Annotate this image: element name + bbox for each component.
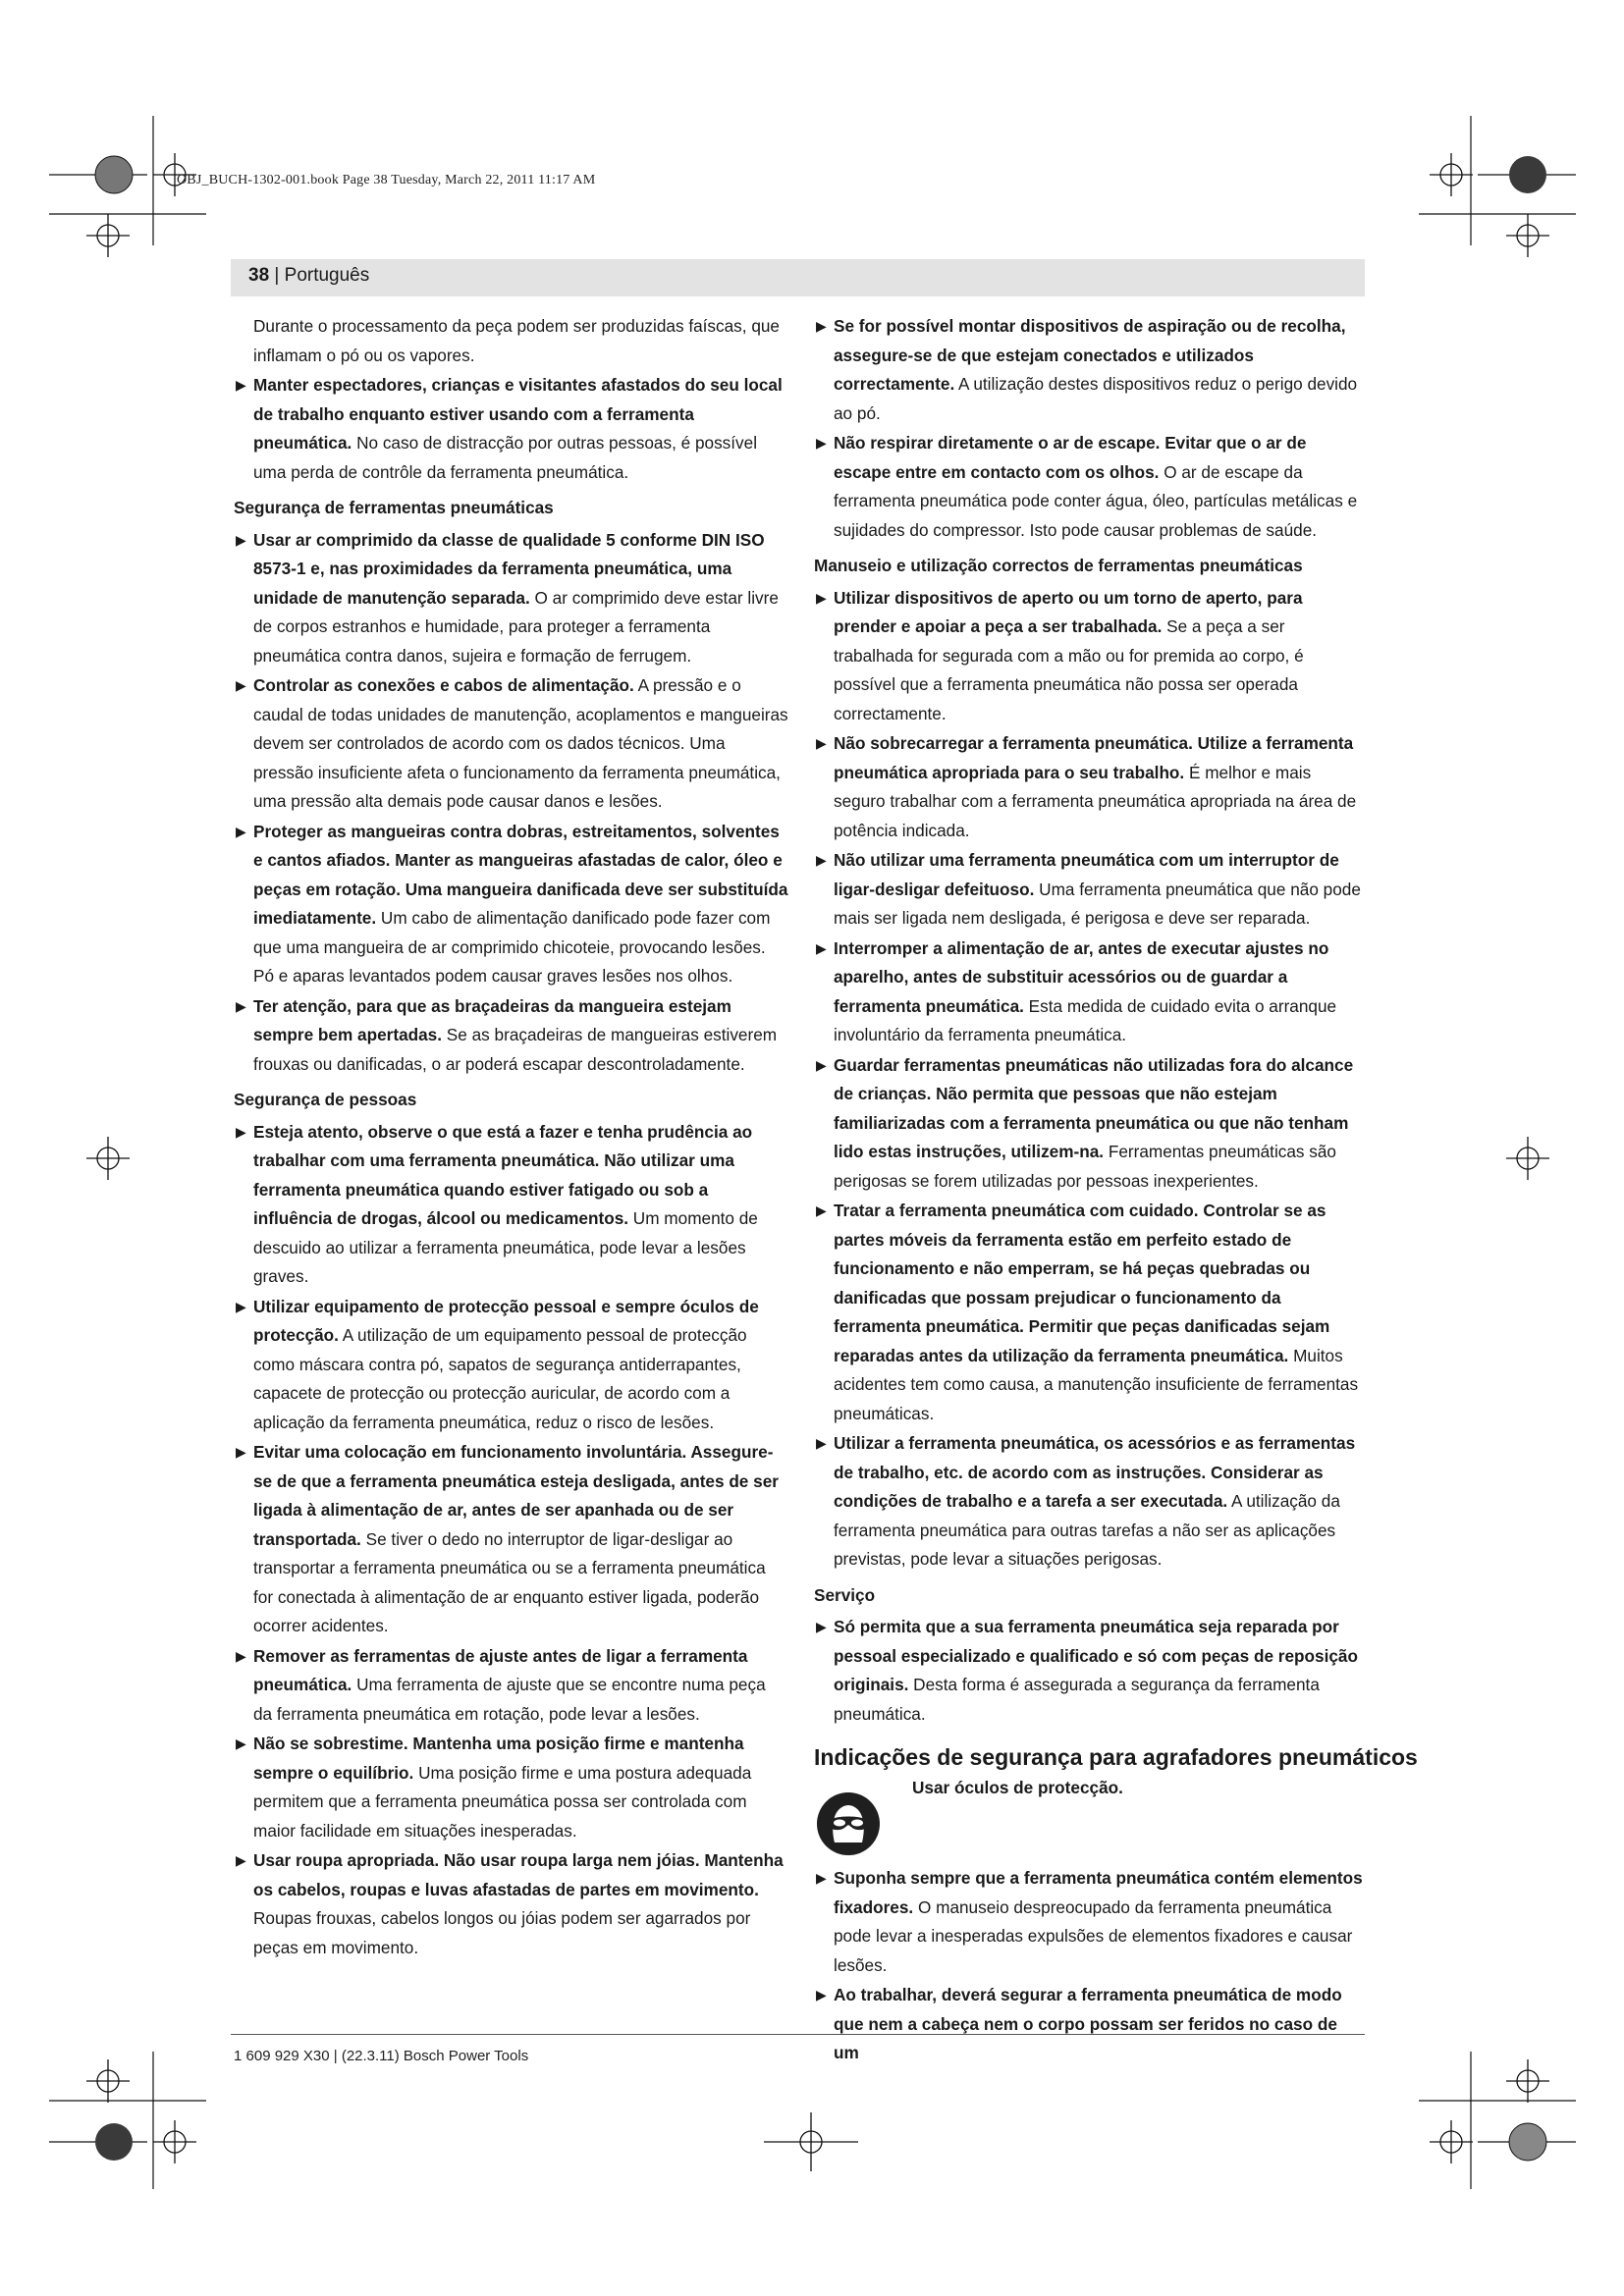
item-bold: Usar roupa apropriada. Não usar roupa larga nem jóias. Mantenha os cabelos, roupas e luvas afastadas de partes em movimento. — [253, 1850, 784, 1899]
page-header — [248, 265, 369, 287]
safety-item — [234, 671, 788, 817]
item-bold: Não sobrecarregar a ferramenta pneumática. Utilize a ferramenta pneumática apropriada para o seu trabalho. — [834, 733, 1354, 782]
item-bold: Só permita que a sua ferramenta pneumática seja reparada por pessoal especializado e qualificado e só com peças de reposição originais. — [834, 1617, 1358, 1694]
bullet-icon: ▶ — [236, 997, 246, 1014]
section-heading: Serviço — [814, 1584, 876, 1605]
file-meta-line: OBJ_BUCH-1302-001.book Page 38 Tuesday, March 22, 2011 11:17 AM — [177, 173, 596, 187]
item-bold: Utilizar equipamento de protecção pessoal e sempre óculos de protecção. — [253, 1296, 759, 1345]
header-separator: | — [274, 265, 280, 286]
item-bold: Utilizar dispositivos de aperto ou um torno de aperto, para prender e apoiar a peça a ser trabalhada. — [834, 587, 1303, 636]
header-language: Português — [284, 265, 370, 286]
item-text: Se a peça a ser trabalhada for segurada com a mão ou for premida ao corpo, é possível que a ferramenta pneumática não possa ser operada correctamente. — [834, 616, 1304, 723]
page-footer: 1 609 929 X30 | (22.3.11) Bosch Power Tools — [234, 2048, 529, 2064]
item-text: Uma posição firme e uma postura adequada permitem que a ferramenta pneumática possa ser controlada com maior facilidade em situações inesperadas. — [253, 1762, 752, 1841]
footer-rule — [231, 2034, 1365, 2035]
safety-item — [234, 1730, 788, 1845]
item-text: É melhor e mais seguro trabalhar com a ferramenta pneumática apropriada na área de potência indicada. — [834, 762, 1357, 840]
item-text: Roupas frouxas, cabelos longos ou jóias podem ser agarrados por peças em movimento. — [253, 1908, 751, 1957]
safety-item — [234, 992, 788, 1080]
safety-item — [814, 312, 1364, 428]
item-bold: Proteger as mangueiras contra dobras, estreitamentos, solventes e cantos afiados. Manter as mangueiras afastadas de calor, óleo e peças em rotação. Uma mangueira danificada deve ser substituída imediatamente. — [253, 821, 788, 928]
item-bold: Ao trabalhar, deverá segurar a ferramenta pneumática de modo que nem a cabeça nem o corpo possam ser feridos no caso de um — [834, 1985, 1342, 2062]
bullet-icon: ▶ — [816, 1056, 827, 1073]
goggles-notice — [814, 1774, 1364, 1858]
item-text: Ferramentas pneumáticas são perigosas se forem utilizadas por pessoas inexperientes. — [834, 1142, 1336, 1191]
item-bold: Utilizar a ferramenta pneumática, os acessórios e as ferramentas de trabalho, etc. de acordo com as instruções. Considerar as condições de trabalho e a tarefa a ser executada. — [834, 1433, 1356, 1511]
item-text: A utilização destes dispositivos reduz o perigo devido ao pó. — [834, 374, 1358, 423]
item-bold: Evitar uma colocação em funcionamento involuntária. Assegure-se de que a ferramenta pneumática esteja desligada, antes de ser ligada à alimentação de ar, antes de ser apanhada ou de ser transportada. — [253, 1442, 779, 1549]
item-text: O manuseio despreocupado da ferramenta pneumática pode levar a inesperadas expulsões de elementos fixadores e causar lesões. — [834, 1896, 1353, 1975]
bullet-icon: ▶ — [816, 589, 827, 606]
safety-item — [234, 1846, 788, 1962]
item-text: A pressão e o caudal de todas unidades de manutenção, acoplamentos e mangueiras devem ser controlados de acordo com os dados técnicos. Uma pressão insuficiente afeta o funcionamento da ferramenta pneumática, uma pressão alta demais pode causar danos e lesões. — [253, 675, 788, 811]
safety-item — [814, 429, 1364, 545]
item-text: Desta forma é assegurada a segurança da ferramenta pneumática. — [834, 1675, 1320, 1724]
item-bold: Tratar a ferramenta pneumática com cuidado. Controlar se as partes móveis da ferramenta estão em perfeito estado de funcionamento e não emperram, se há peças quebradas ou danificadas que possam prejudicar o funcionamento da ferramenta pneumática. Permitir que peças danificadas sejam reparadas antes da utilização da ferramenta pneumática. — [834, 1201, 1330, 1365]
page-header-bar — [231, 259, 1365, 296]
item-text: Uma ferramenta de ajuste que se encontre numa peça da ferramenta pneumática em rotação, pode levar a lesões. — [253, 1675, 766, 1724]
bullet-icon: ▶ — [236, 1123, 246, 1140]
bullet-icon: ▶ — [236, 531, 246, 548]
section-heading: Manuseio e utilização correctos de ferramentas pneumáticas — [814, 556, 1303, 575]
item-bold: Usar ar comprimido da classe de qualidade 5 conforme DIN ISO 8573-1 e, nas proximidades da ferramenta pneumática, uma unidade de manutenção separada. — [253, 529, 765, 608]
bullet-icon: ▶ — [236, 1298, 246, 1314]
section-heading: Segurança de pessoas — [234, 1090, 417, 1109]
bullet-icon: ▶ — [816, 852, 827, 868]
bullet-icon: ▶ — [816, 1202, 827, 1218]
bullet-icon: ▶ — [816, 1435, 827, 1451]
item-bold: Controlar as conexões e cabos de alimentação. — [253, 675, 634, 695]
item-bold: Não utilizar uma ferramenta pneumática com um interruptor de ligar-desligar defeituoso. — [834, 850, 1339, 899]
item-bold: Suponha sempre que a ferramenta pneumática contém elementos fixadores. — [834, 1868, 1363, 1917]
item-text: Um cabo de alimentação danificado pode fazer com que uma mangueira de ar comprimido chicoteie, provocando lesões. Pó e aparas levantados podem causar graves lesões nos olhos. — [253, 908, 771, 986]
item-text: A utilização da ferramenta pneumática para outras tarefas a não ser as aplicações previstas, pode levar a situações perigosas. — [834, 1491, 1340, 1569]
bullet-icon: ▶ — [236, 1735, 246, 1751]
item-bold: Ter atenção, para que as braçadeiras da mangueira estejam sempre bem apertadas. — [253, 995, 731, 1044]
item-text: Muitos acidentes tem como causa, a manutenção insuficiente de ferramentas pneumáticas. — [834, 1345, 1359, 1423]
bullet-icon: ▶ — [816, 1619, 827, 1634]
safety-item — [814, 1051, 1364, 1197]
safety-item — [814, 729, 1364, 845]
bullet-icon: ▶ — [816, 1987, 827, 2002]
bullet-icon: ▶ — [236, 823, 246, 839]
item-bold: Guardar ferramentas pneumáticas não utilizadas fora do alcance de crianças. Não permita que pessoas que não estejam familiarizadas com a ferramenta pneumática ou que não tenham lido estas instruções, utilizem-na. — [834, 1054, 1354, 1161]
safety-item — [234, 371, 788, 487]
item-text: Esta medida de cuidado evita o arranque involuntário da ferramenta pneumática. — [834, 995, 1337, 1044]
right-column — [814, 312, 1418, 2069]
bullet-icon: ▶ — [816, 735, 827, 751]
safety-item — [814, 846, 1364, 934]
safety-item — [814, 1197, 1364, 1428]
bullet-icon: ▶ — [816, 435, 827, 451]
safety-item — [234, 1293, 788, 1438]
page-number: 38 — [248, 265, 270, 286]
intro-paragraph: Durante o processamento da peça podem ser produzidas faíscas, que inflamam o pó ou os vapores. — [253, 316, 780, 365]
bullet-icon: ▶ — [816, 1870, 827, 1886]
safety-item — [234, 818, 788, 991]
item-bold: Não se sobrestime. Mantenha uma posição firme e mantenha sempre o equilíbrio. — [253, 1734, 744, 1783]
item-text: Um momento de descuido ao utilizar a ferramenta pneumática, pode levar a lesões graves. — [253, 1208, 758, 1286]
item-bold: Remover as ferramentas de ajuste antes de ligar a ferramenta pneumática. — [253, 1645, 748, 1694]
section-title: Indicações de segurança para agrafadores pneumáticos — [814, 1744, 1418, 1770]
item-bold: Esteja atento, observe o que está a fazer e tenha prudência ao trabalhar com uma ferramenta pneumática. Não utilizar uma ferramenta pneumática quando estiver fatigado ou sob a influência de drogas, álcool ou medicamentos. — [253, 1121, 753, 1228]
safety-item — [814, 584, 1364, 729]
safety-item — [814, 1981, 1364, 2068]
safety-item — [814, 1429, 1364, 1575]
safety-goggles-icon — [816, 1791, 881, 1856]
safety-item — [814, 1864, 1364, 1980]
safety-item — [234, 526, 788, 671]
safety-item — [234, 1438, 788, 1641]
bullet-icon: ▶ — [816, 939, 827, 956]
left-column — [234, 312, 788, 1963]
item-text: O ar comprimido deve estar livre de corpos estranhos e humidade, para proteger a ferramenta pneumática contra danos, sujeira e formação de ferrugem. — [253, 587, 779, 666]
bullet-icon: ▶ — [236, 1647, 246, 1664]
item-text: O ar de escape da ferramenta pneumática pode conter água, óleo, partículas metálicas e sujidades do compressor. Isto pode causar problemas de saúde. — [834, 461, 1358, 540]
safety-item — [814, 934, 1364, 1050]
item-text: A utilização de um equipamento pessoal de protecção como máscara contra pó, sapatos de segurança antiderrapantes, capacete de protecção ou protecção auricular, de acordo com a aplicação da ferramenta pneumática, reduz o risco de lesões. — [253, 1325, 747, 1432]
item-text: Se as braçadeiras de mangueiras estiverem frouxas ou danificadas, o ar poderá escapar descontroladamente. — [253, 1025, 778, 1074]
bullet-icon: ▶ — [236, 1444, 246, 1460]
bullet-icon: ▶ — [236, 1852, 246, 1868]
item-text: No caso de distracção por outras pessoas, é possível uma perda de contrôle da ferramenta pneumática. — [253, 433, 758, 482]
section-heading: Segurança de ferramentas pneumáticas — [234, 498, 554, 517]
safety-item — [234, 1118, 788, 1292]
item-bold: Se for possível montar dispositivos de aspiração ou de recolha, assegure-se de que estejam conectados e utilizados correctamente. — [834, 316, 1346, 394]
safety-item — [234, 1642, 788, 1730]
item-bold: Manter espectadores, crianças e visitantes afastados do seu local de trabalho enquanto estiver usando com a ferramenta pneumática. — [253, 375, 783, 453]
item-bold: Não respirar diretamente o ar de escape. Evitar que o ar de escape entre em contacto com os olhos. — [834, 433, 1307, 482]
bullet-icon: ▶ — [236, 677, 246, 693]
bullet-icon: ▶ — [816, 318, 827, 334]
goggles-label: Usar óculos de protecção. — [912, 1778, 1123, 1797]
item-text: Uma ferramenta pneumática que não pode mais ser ligada nem desligada, é perigosa e deve ser reparada. — [834, 879, 1361, 928]
bullet-icon: ▶ — [236, 377, 246, 393]
item-bold: Interromper a alimentação de ar, antes de executar ajustes no aparelho, antes de substituir acessórios ou de guardar a ferramenta pneumática. — [834, 937, 1329, 1016]
item-text: Se tiver o dedo no interruptor de ligar-desligar ao transportar a ferramenta pneumática ou se a ferramenta pneumática for conectada à alimentação de ar enquanto estiver ligada, poderão ocorrer acidentes. — [253, 1528, 766, 1635]
safety-item — [814, 1613, 1364, 1729]
